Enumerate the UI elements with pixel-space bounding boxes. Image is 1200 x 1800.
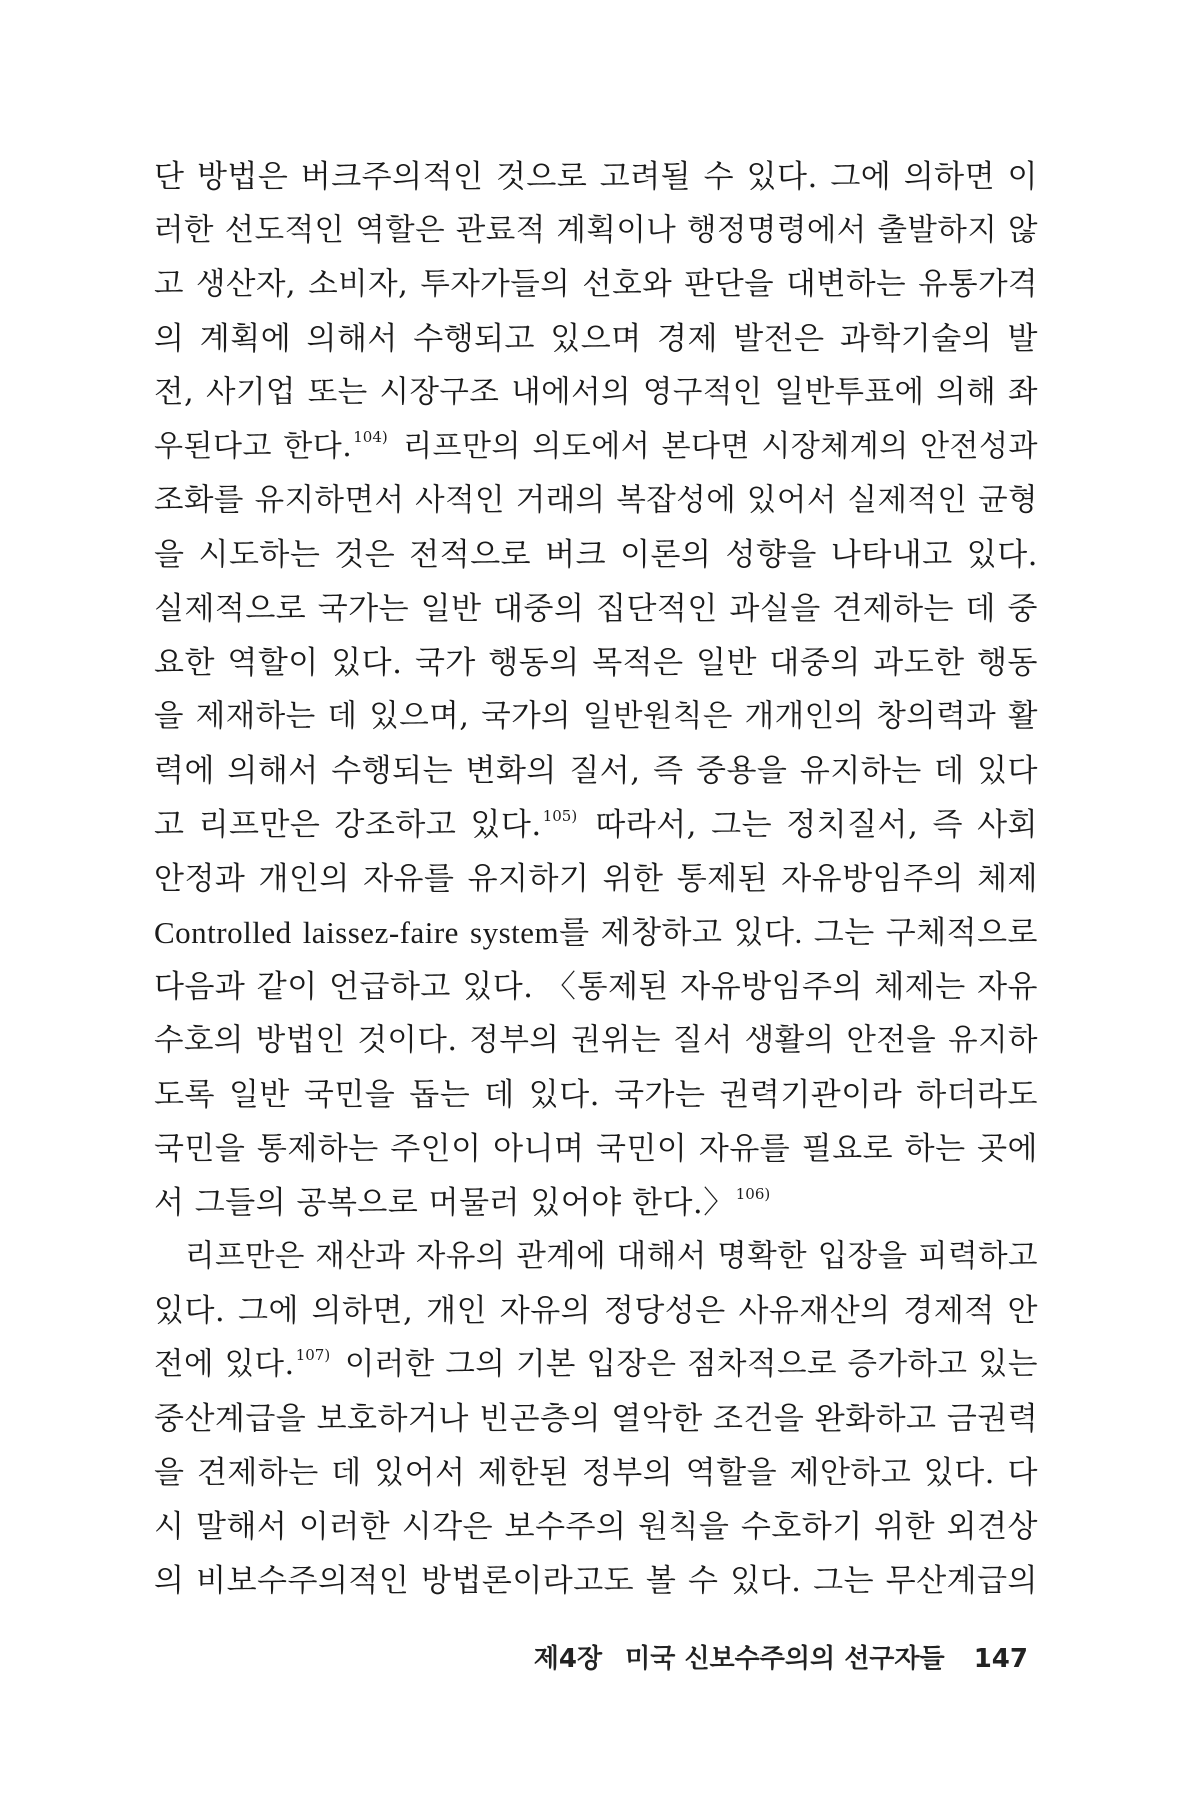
text-line: 러한 선도적인 역할은 관료적 계획이나 행정명령에서 출발하지 않 [154, 213, 1038, 248]
text-line: 을 견제하는 데 있어서 제한된 정부의 역할을 제안하고 있다. 다 [154, 1455, 1038, 1491]
paragraph-first-line: 리프만은 재산과 자유의 관계에 대해서 명확한 입장을 피력하고 [185, 1239, 1038, 1274]
chapter-label: 제4장 [533, 1644, 603, 1674]
text-line: 있다. 그에 의하면, 개인 자유의 정당성은 사유재산의 경제적 안 [154, 1293, 1038, 1329]
line-text: 이러한 그의 기본 입장은 점차적으로 증가하고 있는 [334, 1347, 1038, 1382]
text-line [154, 1338, 1038, 1392]
footnote-marker: 105) [542, 807, 578, 825]
text-line: Controlled laissez-faire system를 제창하고 있다. 그는 구체적으로 [154, 915, 1038, 950]
line-text: 전에 있다. [154, 1347, 295, 1382]
text-line: 력에 의해서 수행되는 변화의 질서, 즉 중용을 유지하는 데 있다 [154, 753, 1038, 789]
text-line: 의 비보수주의적인 방법론이라고도 볼 수 있다. 그는 무산계급의 [154, 1563, 1038, 1599]
text-line: 수호의 방법인 것이다. 정부의 권위는 질서 생활의 안전을 유지하 [154, 1023, 1038, 1058]
text-line: 을 제재하는 데 있으며, 국가의 일반원칙은 개개인의 창의력과 활 [154, 699, 1038, 734]
line-text: 따라서, 그는 정치질서, 즉 사회 [581, 807, 1038, 843]
text-line: 국민을 통제하는 주인이 아니며 국민이 자유를 필요로 하는 곳에 [154, 1131, 1038, 1167]
text-line [154, 420, 1038, 474]
text-line: 전, 사기업 또는 시장구조 내에서의 영구적인 일반투표에 의해 좌 [154, 375, 1038, 410]
text-line: 요한 역할이 있다. 국가 행동의 목적은 일반 대중의 과도한 행동 [154, 645, 1038, 681]
page-footer [534, 1638, 1028, 1675]
text-line [154, 1176, 1038, 1230]
text-line: 을 시도하는 것은 전적으로 버크 이론의 성향을 나타내고 있다. [154, 537, 1038, 573]
text-line [154, 798, 1038, 852]
text-line: 고 생산자, 소비자, 투자가들의 선호와 판단을 대변하는 유통가격 [154, 267, 1038, 302]
text-line: 도록 일반 국민을 돕는 데 있다. 국가는 권력기관이라 하더라도 [154, 1077, 1038, 1113]
text-line: 단 방법은 버크주의적인 것으로 고려될 수 있다. 그에 의하면 이 [154, 159, 1038, 195]
text-line: 실제적으로 국가는 일반 대중의 집단적인 과실을 견제하는 데 중 [154, 591, 1038, 627]
text-line: 시 말해서 이러한 시각은 보수주의 원칙을 수호하기 위한 외견상 [154, 1509, 1038, 1545]
text-line: 안정과 개인의 자유를 유지하기 위한 통제된 자유방임주의 체제 [154, 861, 1038, 897]
line-text: 리프만의 의도에서 본다면 시장체계의 안전성과 [391, 429, 1038, 464]
text-line: 중산계급을 보호하거나 빈곤층의 열악한 조건을 완화하고 금권력 [154, 1401, 1039, 1437]
body-text [154, 150, 1038, 1608]
text-line: 다음과 같이 언급하고 있다. 〈통제된 자유방임주의 체제는 자유 [154, 969, 1038, 1005]
footnote-marker: 106) [735, 1185, 771, 1203]
line-text: 고 리프만은 강조하고 있다. [154, 807, 542, 843]
text-line: 조화를 유지하면서 사적인 거래의 복잡성에 있어서 실제적인 균형 [154, 483, 1038, 518]
page-number: 147 [973, 1644, 1028, 1674]
footnote-marker: 107) [295, 1346, 331, 1364]
chapter-title: 미국 신보수주의의 선구자들 [625, 1644, 945, 1674]
footnote-marker: 104) [353, 428, 388, 446]
line-text: 우된다고 한다. [154, 429, 353, 464]
text-line: 의 계획에 의해서 수행되고 있으며 경제 발전은 과학기술의 발 [154, 321, 1038, 357]
line-text: 서 그들의 공복으로 머물러 있어야 한다.〉 [154, 1185, 735, 1221]
